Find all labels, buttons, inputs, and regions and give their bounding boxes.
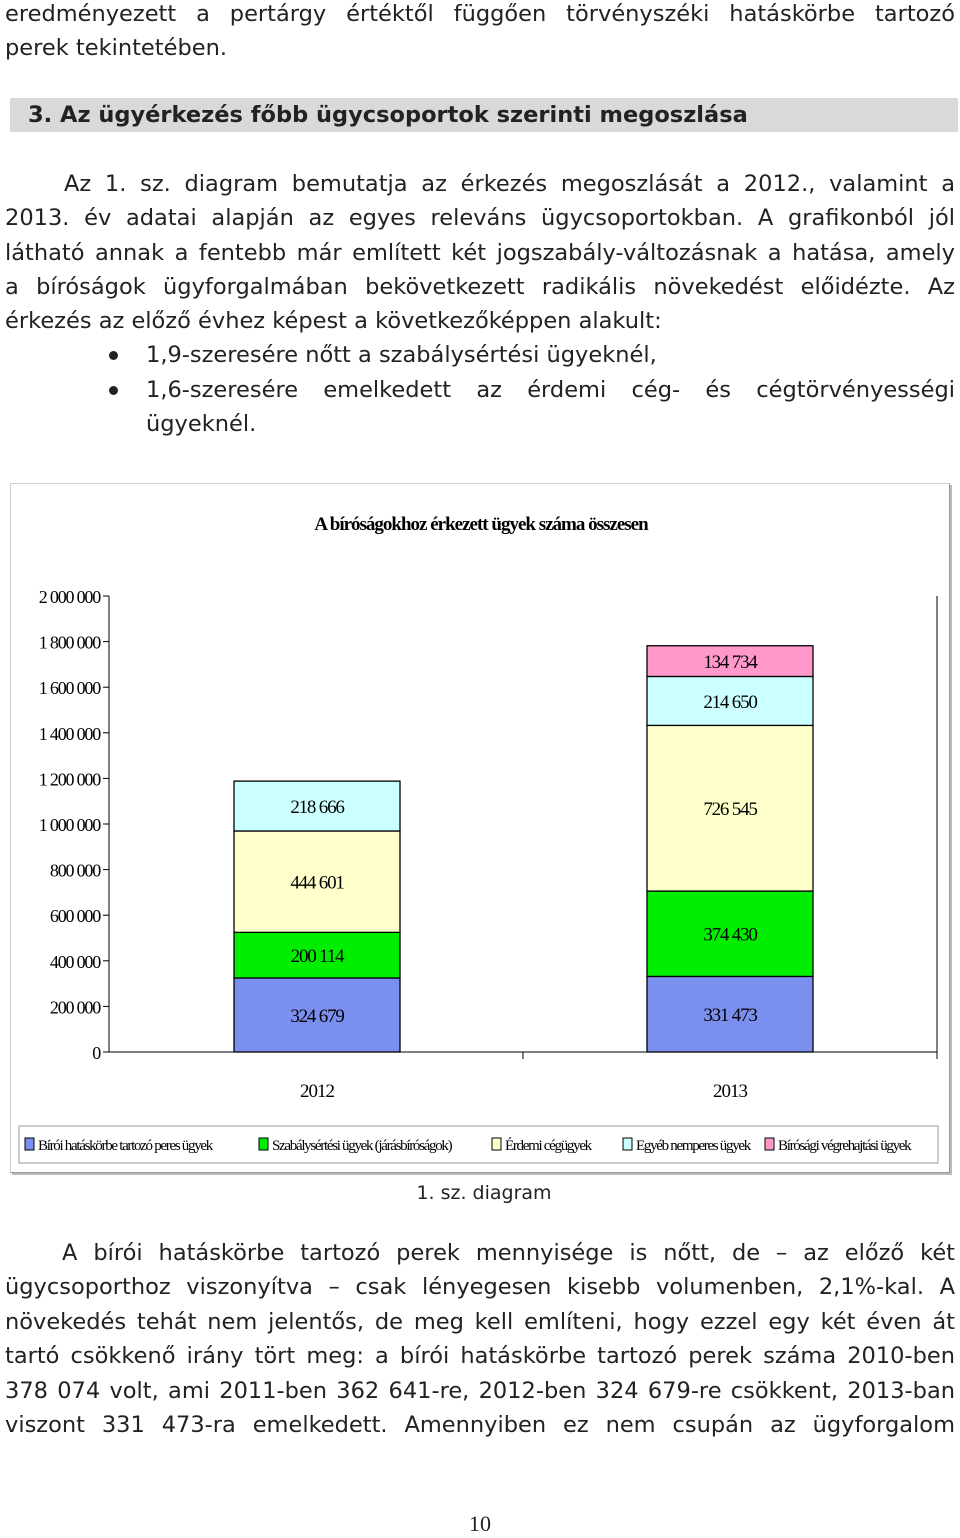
legend-swatch (259, 1138, 268, 1150)
y-tick-label: 1 800 000 (38, 632, 100, 653)
legend-label: Bírói hatáskörbe tartozó peres ügyek (38, 1138, 212, 1154)
para2-line-4: tartó csökkenő irány tört meg: a bírói hatáskörbe tartozó perek száma 2010-ben (5, 1343, 955, 1369)
bar-value-label: 134 734 (703, 652, 757, 674)
bullet-dot-1 (109, 351, 118, 360)
bar-value-label: 324 679 (290, 1005, 344, 1027)
para2-line-1: A bírói hatáskörbe tartozó perek mennyisége is nőtt, de – az előző két (62, 1240, 955, 1266)
chart-frame (10, 483, 950, 1173)
bullet-2-continuation: ügyeknél. (146, 411, 257, 437)
bar-value-label: 331 473 (703, 1005, 757, 1027)
y-tick-label: 600 000 (49, 906, 100, 927)
legend-swatch (623, 1138, 632, 1150)
para1-line-1: Az 1. sz. diagram bemutatja az érkezés megoszlását a 2012., valamint a (64, 171, 955, 197)
bar-value-label: 374 430 (703, 924, 757, 946)
legend-label: Bírósági végrehajtási ügyek (778, 1138, 911, 1154)
y-tick-label: 1 000 000 (38, 815, 100, 835)
y-tick-label: 200 000 (49, 997, 100, 1018)
para1-line-4: a bíróságok ügyforgalmában bekövetkezett radikális növekedést előidézte. Az (5, 274, 955, 300)
legend-label: Egyéb nemperes ügyek (636, 1138, 750, 1154)
intro-line-2: perek tekintetében. (5, 35, 227, 61)
x-tick-label: 2012 (300, 1081, 334, 1102)
bar-value-label: 726 545 (703, 799, 757, 821)
legend-label: Szabálysértési ügyek (járásbíróságok) (272, 1138, 452, 1154)
bars (234, 646, 813, 1052)
y-axis (39, 587, 109, 1063)
para1-line-5: érkezés az előző évhez képest a következőképpen alakult: (5, 308, 662, 334)
y-tick-label: 1 200 000 (38, 769, 100, 790)
y-tick-label: 800 000 (49, 860, 100, 881)
intro-line-1: eredményezett a pertárgy értéktől függően törvényszéki hatáskörbe tartozó (5, 1, 955, 27)
legend-swatch (765, 1138, 774, 1150)
legend-swatch (492, 1138, 501, 1150)
para2-line-3: növekedés tehát nem jelentős, de meg kell említeni, hogy ezzel egy két éven át (5, 1309, 955, 1335)
bar-value-label: 444 601 (290, 872, 344, 894)
bullet-2-text: 1,6-szeresére emelkedett az érdemi cég- és cégtörvényességi (146, 377, 955, 403)
y-tick-label: 0 (92, 1043, 100, 1063)
para1-line-2: 2013. év adatai alapján az egyes releváns ügycsoportokban. A grafikonból jól (5, 205, 955, 231)
figure-caption: 1. sz. diagram (416, 1182, 552, 1204)
section-title: 3. Az ügyérkezés főbb ügycsoportok szerinti megoszlása (28, 102, 748, 128)
x-tick-label: 2013 (713, 1081, 747, 1102)
y-tick-label: 2 000 000 (38, 587, 100, 607)
legend-label: Érdemi cégügyek (505, 1138, 591, 1154)
para1-line-3: látható annak a fentebb már említett két jogszabály-változásnak a hatása, amely (5, 240, 955, 266)
y-tick-label: 1 600 000 (38, 678, 100, 699)
bar-value-label: 218 666 (290, 797, 344, 819)
y-tick-label: 1 400 000 (38, 723, 100, 744)
bar-value-label: 214 650 (703, 691, 757, 713)
bar-value-label: 200 114 (290, 946, 344, 968)
stacked-bar-chart (11, 484, 949, 1172)
legend-swatch (25, 1138, 34, 1150)
para2-line-6: viszont 331 473-ra emelkedett. Amennyiben ez nem csupán az ügyforgalom (5, 1412, 955, 1438)
page-number: 10 (469, 1511, 491, 1536)
para2-line-5: 378 074 volt, ami 2011-ben 362 641-re, 2012-ben 324 679-re csökkent, 2013-ban (5, 1378, 955, 1404)
para2-line-2: ügycsoporthoz viszonyítva – csak lényegesen kisebb volumenben, 2,1%-kal. A (5, 1274, 955, 1300)
x-axis (300, 1081, 748, 1102)
bullet-1-text: 1,9-szeresére nőtt a szabálysértési ügyeknél, (146, 342, 657, 368)
chart-title: A bíróságokhoz érkezett ügyek száma összesen (314, 514, 648, 535)
bullet-dot-2 (109, 386, 118, 395)
y-tick-label: 400 000 (49, 951, 100, 972)
